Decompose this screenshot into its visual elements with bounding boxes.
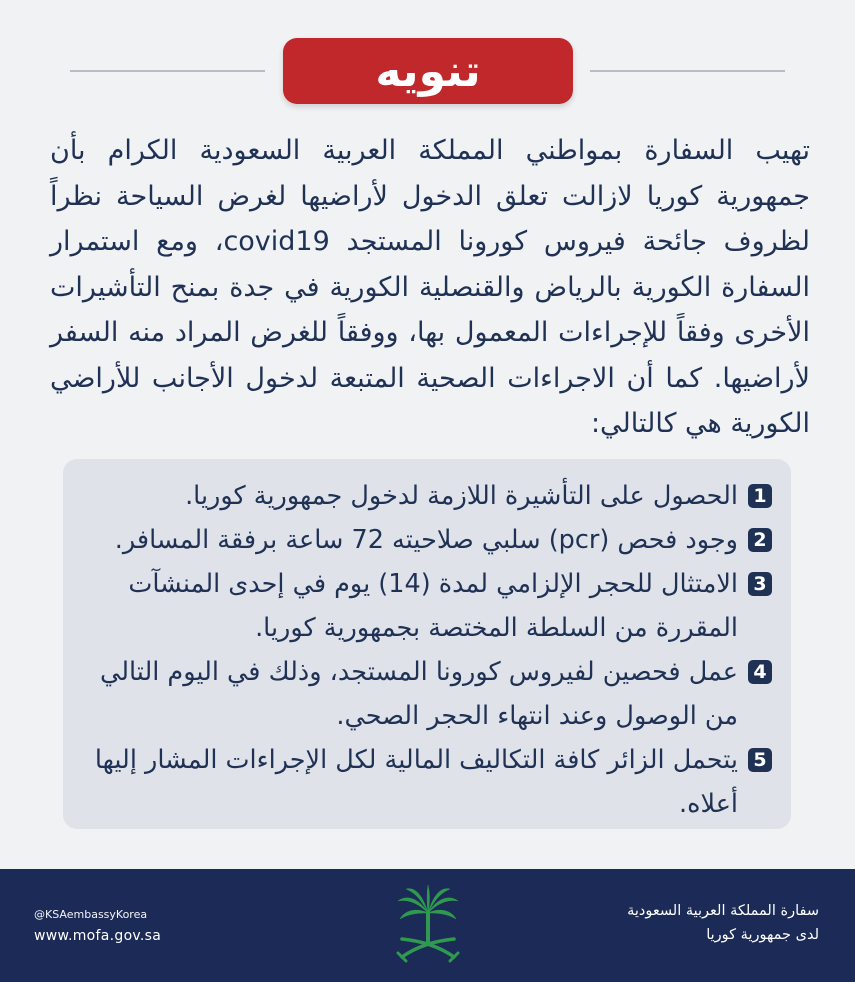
step-number-badge: 1: [748, 484, 772, 508]
page-title: تنويه: [375, 45, 481, 97]
step-text: الامتثال للحجر الإلزامي لمدة (14) يوم في إحدى المنشآت المقررة من السلطة المختصة بجمهورية كوريا.: [128, 569, 738, 643]
steps-list: [92, 474, 772, 826]
header-divider-right: [590, 70, 785, 72]
footer-contact: [34, 907, 161, 947]
website-link[interactable]: www.mofa.gov.sa: [34, 928, 162, 944]
palm-swords-emblem-icon: [388, 883, 468, 969]
step-number-badge: 3: [748, 572, 772, 596]
embassy-name-line1: سفارة المملكة العربية السعودية: [627, 903, 819, 919]
step-item: [92, 738, 772, 826]
embassy-name: [559, 899, 819, 947]
step-item: [92, 562, 772, 650]
step-item: [92, 650, 772, 738]
step-text: الحصول على التأشيرة اللازمة لدخول جمهورية كوريا.: [185, 481, 738, 511]
step-number-badge: 2: [748, 528, 772, 552]
header-divider-left: [70, 70, 265, 72]
step-item: [92, 518, 772, 562]
step-text: عمل فحصين لفيروس كورونا المستجد، وذلك في اليوم التالي من الوصول وعند انتهاء الحجر الصحي.: [99, 657, 738, 731]
social-handle[interactable]: @KSAembassyKorea: [34, 908, 148, 921]
embassy-name-line2: لدى جمهورية كوريا: [706, 927, 819, 943]
step-item: [92, 474, 772, 518]
footer-bar: [0, 869, 855, 982]
step-text: وجود فحص (pcr) سلبي صلاحيته 72 ساعة برفقة المسافر.: [114, 525, 738, 555]
step-number-badge: 4: [748, 660, 772, 684]
step-number-badge: 5: [748, 748, 772, 772]
step-text: يتحمل الزائر كافة التكاليف المالية لكل الإجراءات المشار إليها أعلاه.: [94, 745, 738, 819]
title-badge: [283, 38, 573, 104]
intro-paragraph: تهيب السفارة بمواطني المملكة العربية السعودية الكرام بأن جمهورية كوريا لازالت تعلق الدخول لأراضيها لغرض السياحة نظراً لظروف جائحة فيروس كورونا المستجد covid19، ومع استمرار السفارة الكورية بالرياض والقنصلية الكورية في جدة بمنح التأشيرات الأخرى وفقاً للإجراءات المعمول بها، ووفقاً للغرض المراد منه السفر لأراضيها. كما أن الاجراءات الصحية المتبعة لدخول الأجانب للأراضي الكورية هي كالتالي:: [50, 135, 810, 439]
